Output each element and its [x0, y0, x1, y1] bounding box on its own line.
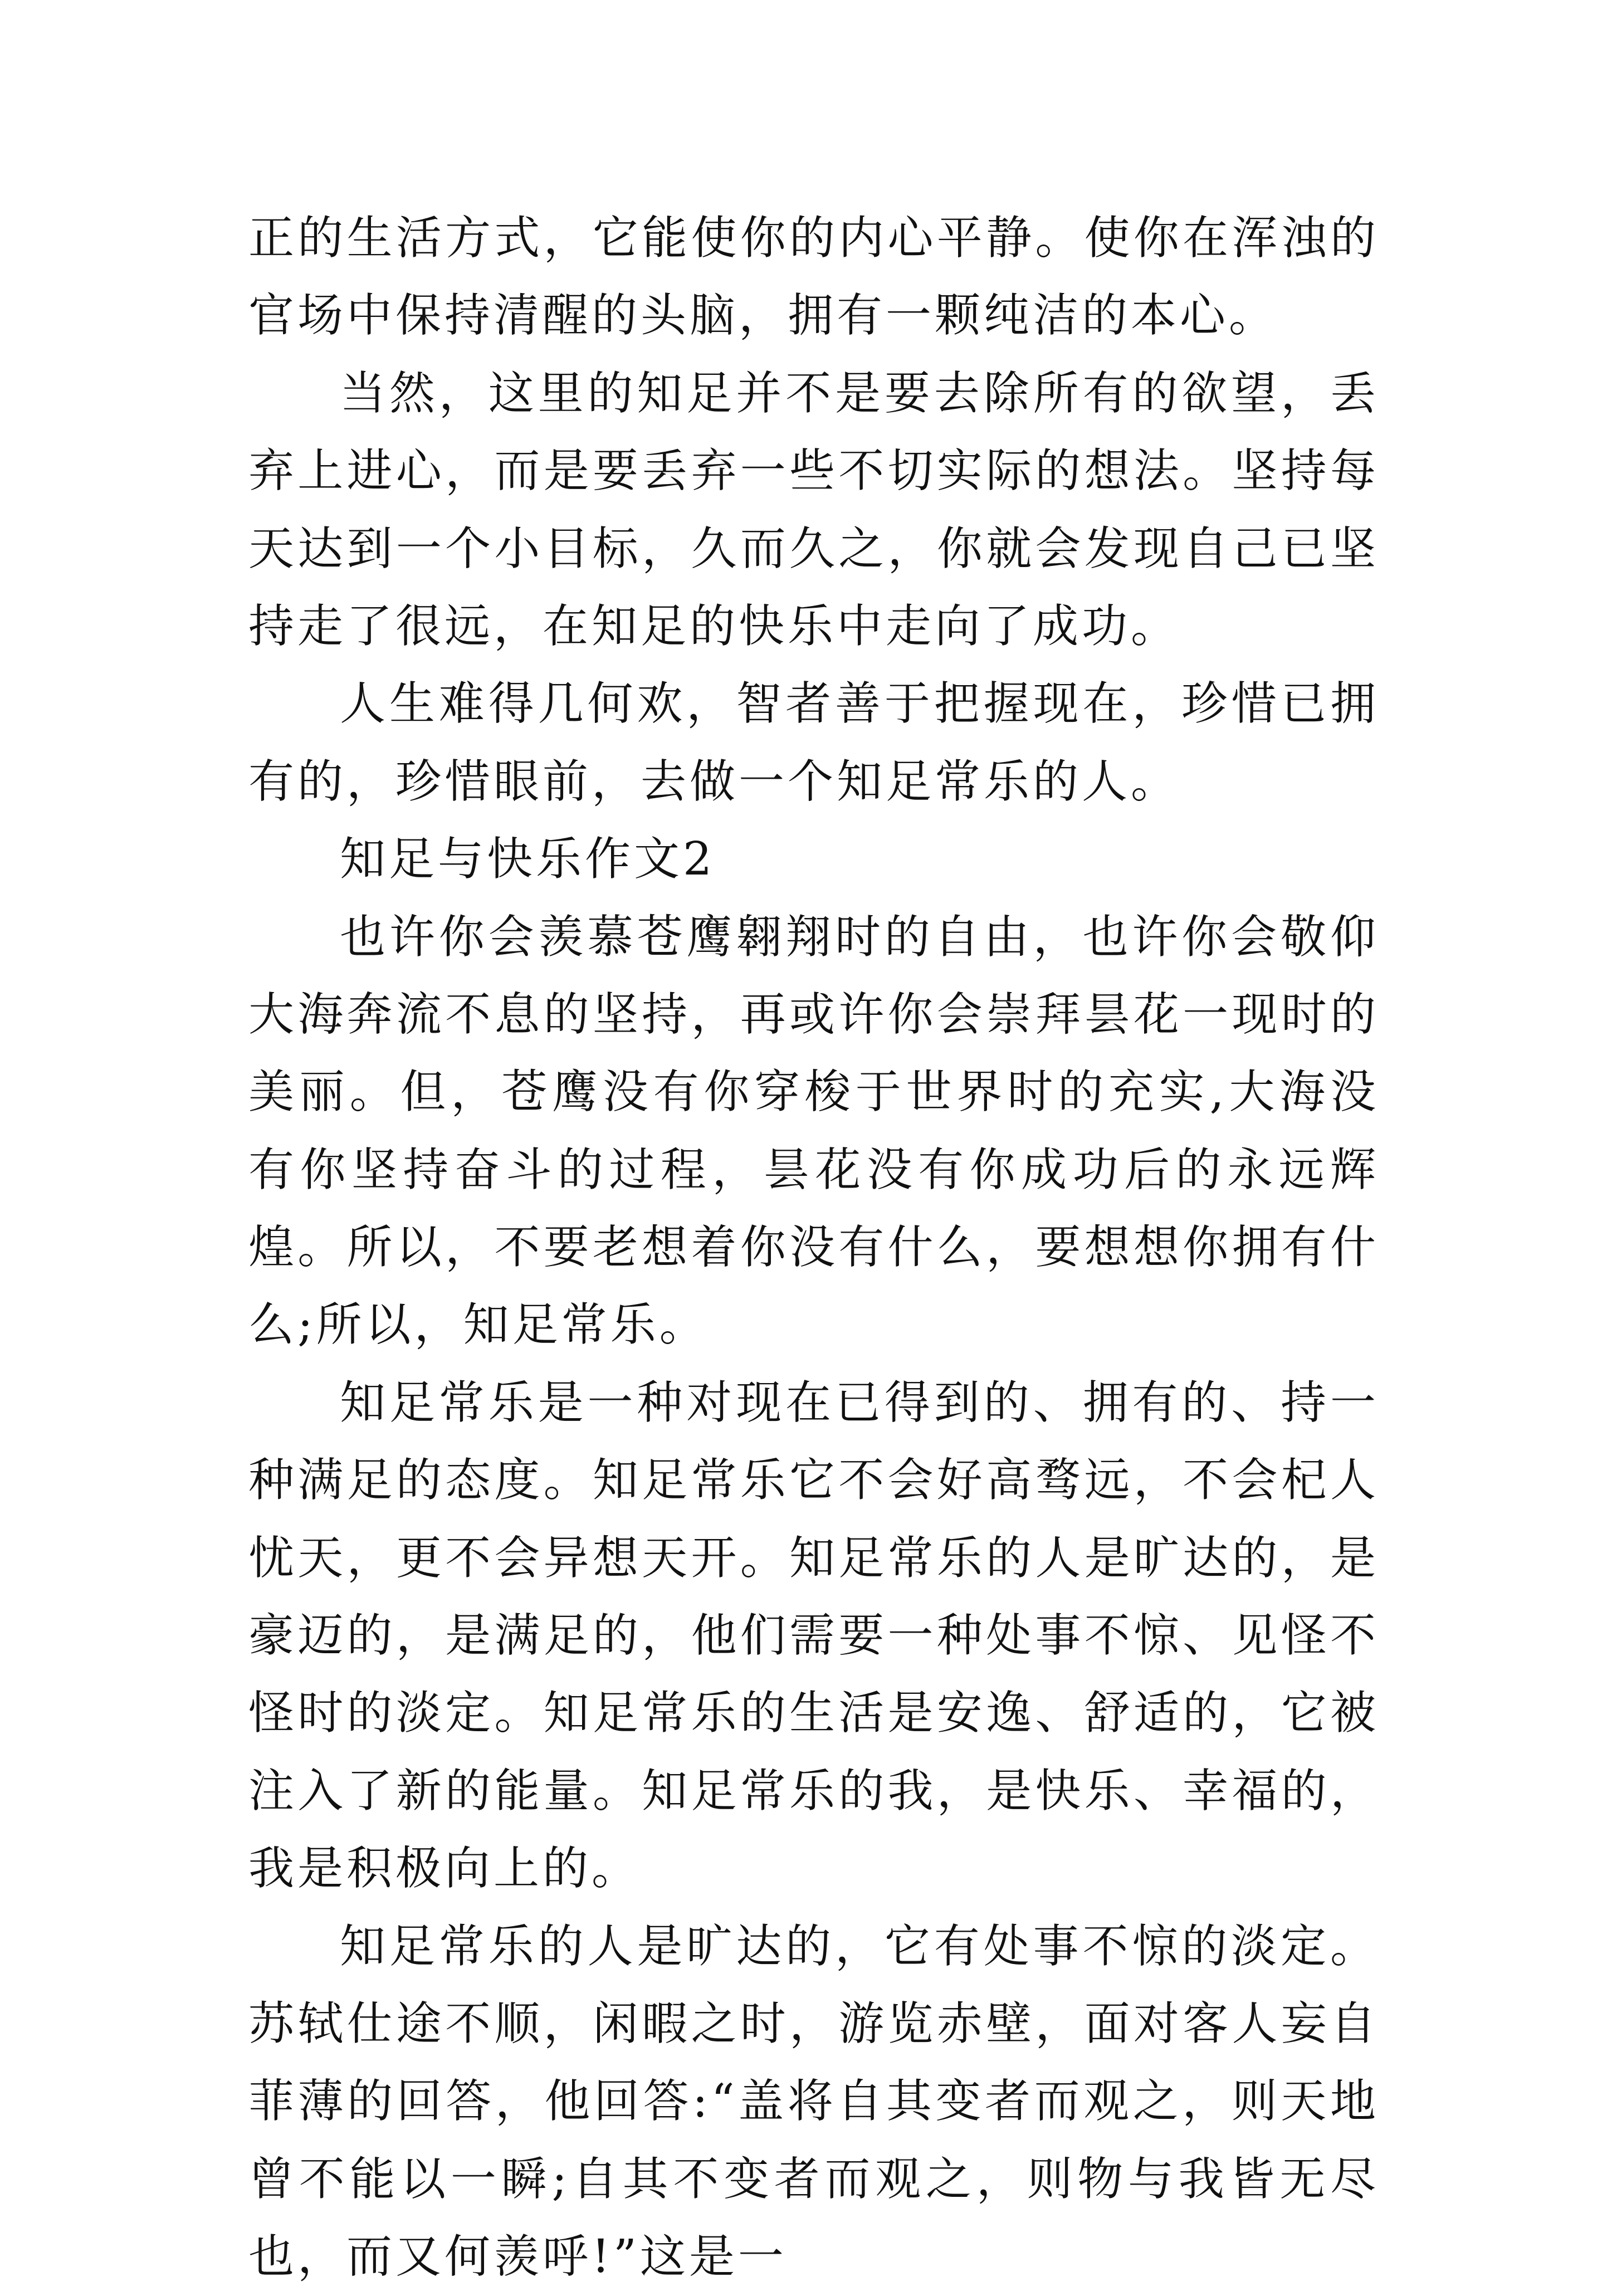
paragraph: 也许你会羡慕苍鹰翱翔时的自由，也许你会敬仰大海奔流不息的坚持，再或许你会崇拜昙花一现时的美丽。但，苍鹰没有你穿梭于世界时的充实,大海没有你坚持奋斗的过程，昙花没有你成功后的永远辉煌。所以，不要老想着你没有什么，要想想你拥有什么;所以，知足常乐。: [248, 910, 1379, 1352]
paragraph: 知足常乐的人是旷达的，它有处事不惊的淡定。苏轼仕途不顺，闲暇之时，游览赤壁，面对客人妄自菲薄的回答，他回答:“盖将自其变者而观之，则天地曾不能以一瞬;自其不变者而观之，则物与我皆无尽也，而又何羡呼!”这是一: [248, 1919, 1379, 2284]
section-heading: 知足与快乐作文2: [340, 833, 716, 886]
document-body: [248, 199, 1379, 2296]
paragraph: 正的生活方式，它能使你的内心平静。使你在浑浊的官场中保持清醒的头脑，拥有一颗纯洁的本心。: [248, 212, 1379, 343]
paragraph: 知足常乐是一种对现在已得到的、拥有的、持一种满足的态度。知足常乐它不会好高骛远，不会杞人忧天，更不会异想天开。知足常乐的人是旷达的，是豪迈的，是满足的，他们需要一种处事不惊、见怪不怪时的淡定。知足常乐的生活是安逸、舒适的，它被注入了新的能量。知足常乐的我，是快乐、幸福的，我是积极向上的。: [248, 1376, 1379, 1896]
paragraph: 人生难得几何欢，智者善于把握现在，珍惜已拥有的，珍惜眼前，去做一个知足常乐的人。: [248, 677, 1379, 808]
paragraph: 当然，这里的知足并不是要去除所有的欲望，丢弃上进心，而是要丢弃一些不切实际的想法。坚持每天达到一个小目标，久而久之，你就会发现自己已坚持走了很远，在知足的快乐中走向了成功。: [248, 367, 1379, 653]
